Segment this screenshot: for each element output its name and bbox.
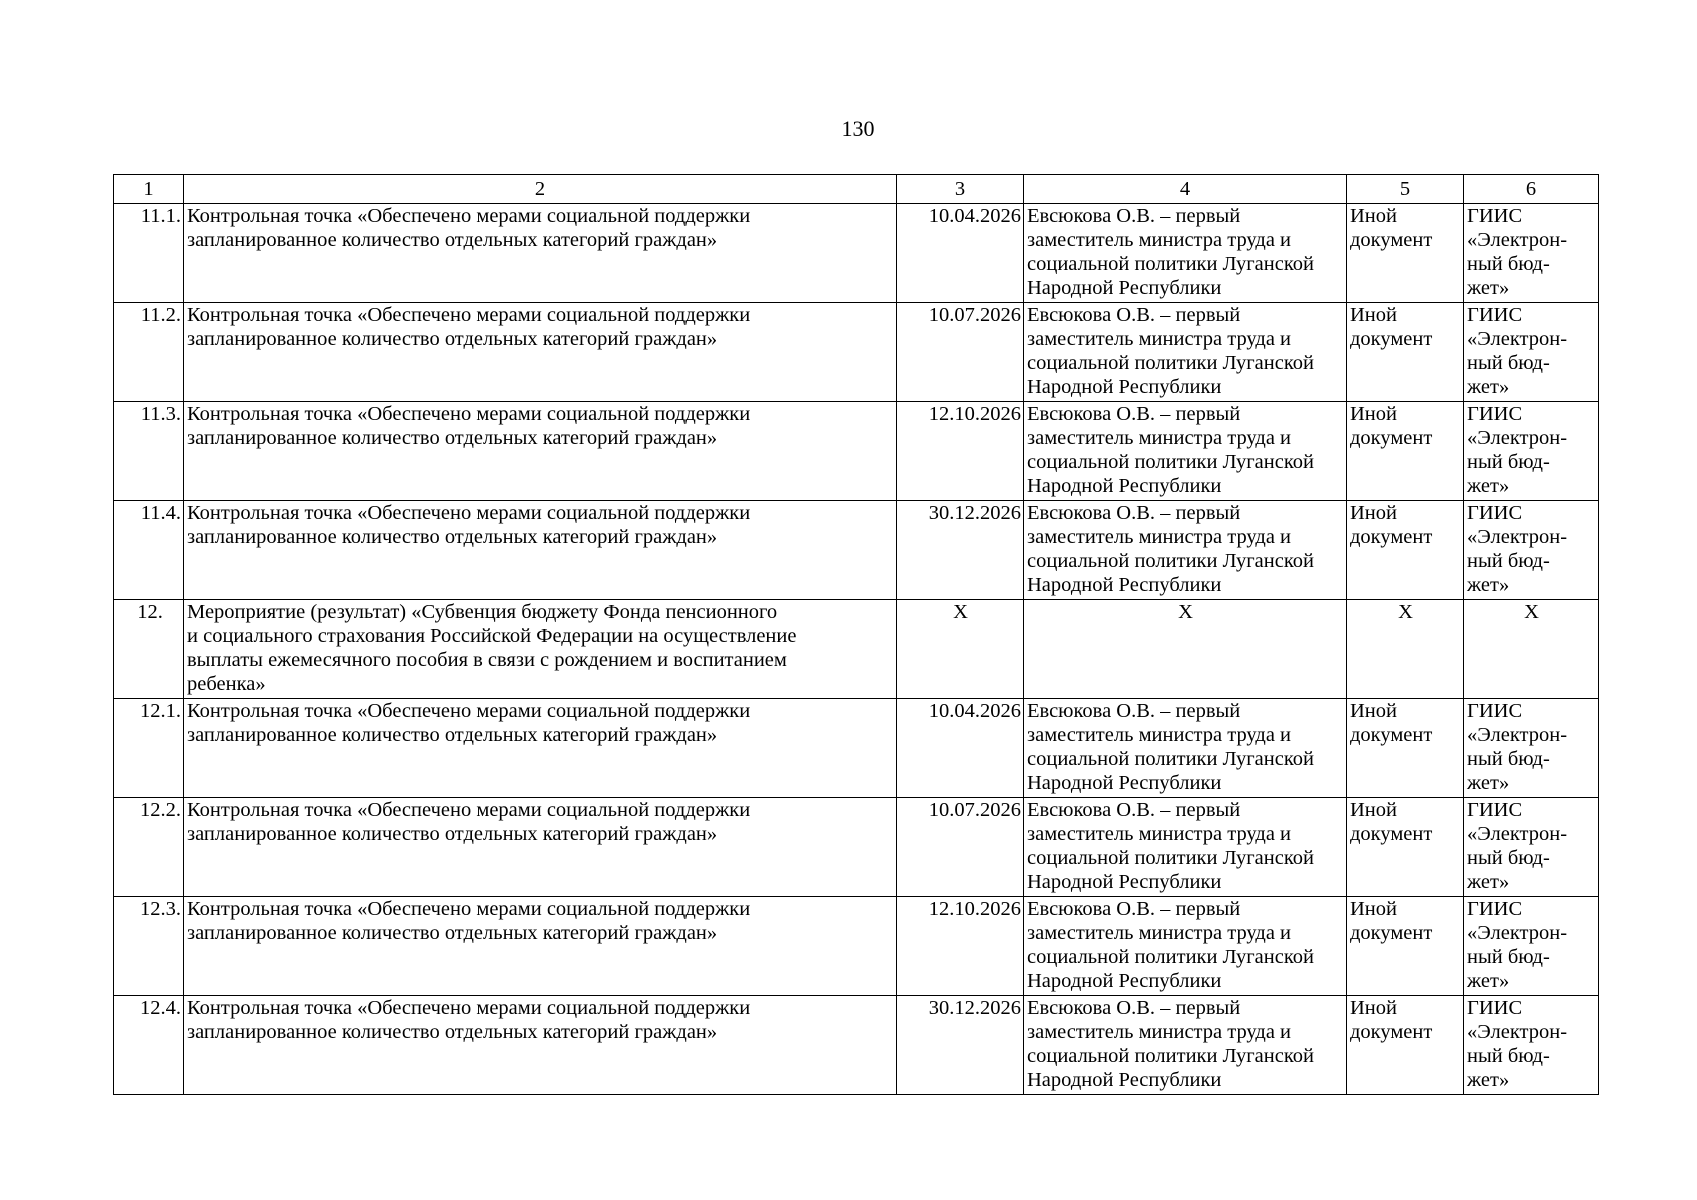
control-points-table <box>113 174 1599 1095</box>
responsible-cell-line: Евсюкова О.В. – первый <box>1027 997 1241 1019</box>
table-row <box>114 897 1599 996</box>
information-system-cell <box>1464 501 1599 600</box>
information-system-cell-line: жет» <box>1467 970 1510 992</box>
information-system-cell <box>1464 402 1599 501</box>
table-body <box>114 204 1599 1095</box>
description-cell-line: ребенка» <box>187 673 266 695</box>
document-type-cell-line: Иной <box>1350 205 1397 227</box>
information-system-cell <box>1464 897 1599 996</box>
information-system-cell-line: ГИИС <box>1467 799 1523 821</box>
information-system-cell-line: ГИИС <box>1467 205 1523 227</box>
table-row <box>114 699 1599 798</box>
responsible-cell-line: заместитель министра труда и <box>1027 427 1292 449</box>
description-cell <box>184 798 897 897</box>
description-cell-line: Контрольная точка «Обеспечено мерами социальной поддержки <box>187 502 751 524</box>
row-number-cell: 11.2. <box>114 303 184 402</box>
information-system-cell-line: ГИИС <box>1467 700 1523 722</box>
responsible-cell-line: Евсюкова О.В. – первый <box>1027 304 1241 326</box>
responsible-cell-line: социальной политики Луганской <box>1027 1045 1314 1067</box>
description-cell-line: Контрольная точка «Обеспечено мерами социальной поддержки <box>187 205 751 227</box>
date-cell: 12.10.2026 <box>897 402 1024 501</box>
document-type-cell <box>1347 996 1464 1095</box>
row-number-cell: 12.4. <box>114 996 184 1095</box>
row-number-cell: 11.3. <box>114 402 184 501</box>
description-cell-line: запланированное количество отдельных категорий граждан» <box>187 229 718 251</box>
document-type-cell-line: Иной <box>1350 997 1397 1019</box>
responsible-cell-line: социальной политики Луганской <box>1027 352 1314 374</box>
document-type-cell <box>1347 402 1464 501</box>
table-header-row <box>114 175 1599 204</box>
description-cell <box>184 600 897 699</box>
information-system-cell-line: ГИИС <box>1467 304 1523 326</box>
table-row <box>114 204 1599 303</box>
responsible-cell-line: заместитель министра труда и <box>1027 526 1292 548</box>
responsible-cell-line: Народной Республики <box>1027 970 1222 992</box>
information-system-cell-line: «Электрон- <box>1467 526 1568 548</box>
table-row <box>114 996 1599 1095</box>
responsible-cell-line: социальной политики Луганской <box>1027 748 1314 770</box>
information-system-cell-line: ный бюд- <box>1467 946 1550 968</box>
information-system-cell-line: ный бюд- <box>1467 253 1550 275</box>
information-system-cell-line: жет» <box>1467 277 1510 299</box>
responsible-cell-line: Евсюкова О.В. – первый <box>1027 502 1241 524</box>
document-type-cell-line: документ <box>1350 724 1433 746</box>
document-type-cell-line: Иной <box>1350 403 1397 425</box>
responsible-cell-line: Евсюкова О.В. – первый <box>1027 898 1241 920</box>
responsible-cell-line: социальной политики Луганской <box>1027 451 1314 473</box>
information-system-cell-line: ный бюд- <box>1467 847 1550 869</box>
document-type-cell-line: документ <box>1350 427 1433 449</box>
information-system-cell <box>1464 204 1599 303</box>
responsible-cell-line: Народной Республики <box>1027 871 1222 893</box>
information-system-cell-line: «Электрон- <box>1467 1021 1568 1043</box>
column-header: 5 <box>1347 175 1464 204</box>
date-cell: 10.04.2026 <box>897 699 1024 798</box>
date-cell: 10.04.2026 <box>897 204 1024 303</box>
column-header: 1 <box>114 175 184 204</box>
row-number-cell: 12.2. <box>114 798 184 897</box>
responsible-cell <box>1024 600 1347 699</box>
column-header: 6 <box>1464 175 1599 204</box>
column-header: 2 <box>184 175 897 204</box>
responsible-cell-line: социальной политики Луганской <box>1027 847 1314 869</box>
responsible-cell <box>1024 699 1347 798</box>
document-type-cell-line: документ <box>1350 1021 1433 1043</box>
description-cell-line: выплаты ежемесячного пособия в связи с рождением и воспитанием <box>187 649 787 671</box>
description-cell-line: Контрольная точка «Обеспечено мерами социальной поддержки <box>187 997 751 1019</box>
date-cell: 30.12.2026 <box>897 996 1024 1095</box>
document-type-cell-line: документ <box>1350 823 1433 845</box>
description-cell-line: Контрольная точка «Обеспечено мерами социальной поддержки <box>187 403 751 425</box>
table-row <box>114 798 1599 897</box>
responsible-cell-line: заместитель министра труда и <box>1027 1021 1292 1043</box>
responsible-cell <box>1024 897 1347 996</box>
information-system-cell-line: ный бюд- <box>1467 550 1550 572</box>
responsible-cell-line: заместитель министра труда и <box>1027 922 1292 944</box>
row-number-cell: 12.1. <box>114 699 184 798</box>
description-cell-line: Контрольная точка «Обеспечено мерами социальной поддержки <box>187 304 751 326</box>
information-system-cell-line: «Электрон- <box>1467 427 1568 449</box>
responsible-cell <box>1024 501 1347 600</box>
description-cell-line: запланированное количество отдельных категорий граждан» <box>187 427 718 449</box>
table-row <box>114 600 1599 699</box>
document-type-cell-line: документ <box>1350 922 1433 944</box>
row-number-cell: 12.3. <box>114 897 184 996</box>
description-cell-line: запланированное количество отдельных категорий граждан» <box>187 724 718 746</box>
description-cell-line: запланированное количество отдельных категорий граждан» <box>187 328 718 350</box>
responsible-cell-line: социальной политики Луганской <box>1027 550 1314 572</box>
information-system-cell-line: жет» <box>1467 772 1510 794</box>
responsible-cell-line: Народной Республики <box>1027 277 1222 299</box>
responsible-cell-line: социальной политики Луганской <box>1027 253 1314 275</box>
document-type-cell-line: документ <box>1350 328 1433 350</box>
information-system-cell-line: ный бюд- <box>1467 451 1550 473</box>
description-cell <box>184 402 897 501</box>
responsible-cell-line: Народной Республики <box>1027 475 1222 497</box>
information-system-cell <box>1464 699 1599 798</box>
row-number-cell: 12. <box>114 600 184 699</box>
column-header: 3 <box>897 175 1024 204</box>
description-cell-line: запланированное количество отдельных категорий граждан» <box>187 1021 718 1043</box>
description-cell <box>184 996 897 1095</box>
document-type-cell <box>1347 600 1464 699</box>
responsible-cell <box>1024 402 1347 501</box>
responsible-cell <box>1024 798 1347 897</box>
column-header: 4 <box>1024 175 1347 204</box>
information-system-cell-line: «Электрон- <box>1467 724 1568 746</box>
information-system-cell <box>1464 996 1599 1095</box>
responsible-cell <box>1024 204 1347 303</box>
document-type-cell-line: X <box>1398 601 1413 623</box>
responsible-cell <box>1024 303 1347 402</box>
date-cell: X <box>897 600 1024 699</box>
document-type-cell <box>1347 798 1464 897</box>
date-cell: 30.12.2026 <box>897 501 1024 600</box>
information-system-cell <box>1464 798 1599 897</box>
information-system-cell-line: «Электрон- <box>1467 922 1568 944</box>
description-cell-line: Контрольная точка «Обеспечено мерами социальной поддержки <box>187 898 751 920</box>
date-cell: 12.10.2026 <box>897 897 1024 996</box>
document-type-cell-line: Иной <box>1350 700 1397 722</box>
responsible-cell <box>1024 996 1347 1095</box>
document-type-cell <box>1347 303 1464 402</box>
information-system-cell-line: «Электрон- <box>1467 823 1568 845</box>
responsible-cell-line: заместитель министра труда и <box>1027 328 1292 350</box>
table-row <box>114 501 1599 600</box>
information-system-cell-line: ный бюд- <box>1467 352 1550 374</box>
responsible-cell-line: Народной Республики <box>1027 1069 1222 1091</box>
description-cell-line: запланированное количество отдельных категорий граждан» <box>187 526 718 548</box>
information-system-cell-line: ГИИС <box>1467 502 1523 524</box>
description-cell-line: Контрольная точка «Обеспечено мерами социальной поддержки <box>187 700 751 722</box>
document-type-cell-line: Иной <box>1350 799 1397 821</box>
description-cell <box>184 501 897 600</box>
description-cell <box>184 303 897 402</box>
document-type-cell <box>1347 897 1464 996</box>
information-system-cell-line: «Электрон- <box>1467 229 1568 251</box>
page-number: 130 <box>841 116 875 141</box>
description-cell-line: запланированное количество отдельных категорий граждан» <box>187 922 718 944</box>
information-system-cell-line: ный бюд- <box>1467 748 1550 770</box>
row-number-cell: 11.4. <box>114 501 184 600</box>
responsible-cell-line: Евсюкова О.В. – первый <box>1027 700 1241 722</box>
document-type-cell-line: Иной <box>1350 898 1397 920</box>
information-system-cell-line: жет» <box>1467 376 1510 398</box>
document-type-cell-line: документ <box>1350 526 1433 548</box>
responsible-cell-line: заместитель министра труда и <box>1027 823 1292 845</box>
information-system-cell-line: жет» <box>1467 475 1510 497</box>
date-cell: 10.07.2026 <box>897 798 1024 897</box>
responsible-cell-line: социальной политики Луганской <box>1027 946 1314 968</box>
information-system-cell-line: жет» <box>1467 574 1510 596</box>
information-system-cell-line: «Электрон- <box>1467 328 1568 350</box>
information-system-cell-line: X <box>1524 601 1539 623</box>
description-cell-line: запланированное количество отдельных категорий граждан» <box>187 823 718 845</box>
description-cell <box>184 204 897 303</box>
information-system-cell <box>1464 600 1599 699</box>
document-type-cell-line: Иной <box>1350 502 1397 524</box>
information-system-cell-line: жет» <box>1467 1069 1510 1091</box>
table-row <box>114 402 1599 501</box>
information-system-cell-line: ГИИС <box>1467 898 1523 920</box>
information-system-cell-line: ГИИС <box>1467 403 1523 425</box>
responsible-cell-line: Евсюкова О.В. – первый <box>1027 205 1241 227</box>
responsible-cell-line: Евсюкова О.В. – первый <box>1027 799 1241 821</box>
information-system-cell <box>1464 303 1599 402</box>
information-system-cell-line: жет» <box>1467 871 1510 893</box>
responsible-cell-line: заместитель министра труда и <box>1027 229 1292 251</box>
document-type-cell-line: Иной <box>1350 304 1397 326</box>
information-system-cell-line: ный бюд- <box>1467 1045 1550 1067</box>
document-type-cell <box>1347 501 1464 600</box>
description-cell <box>184 699 897 798</box>
information-system-cell-line: ГИИС <box>1467 997 1523 1019</box>
responsible-cell-line: X <box>1178 601 1193 623</box>
document-type-cell <box>1347 699 1464 798</box>
date-cell: 10.07.2026 <box>897 303 1024 402</box>
document-type-cell <box>1347 204 1464 303</box>
description-cell-line: Контрольная точка «Обеспечено мерами социальной поддержки <box>187 799 751 821</box>
responsible-cell-line: Народной Республики <box>1027 376 1222 398</box>
row-number-cell: 11.1. <box>114 204 184 303</box>
document-type-cell-line: документ <box>1350 229 1433 251</box>
description-cell <box>184 897 897 996</box>
responsible-cell-line: Евсюкова О.В. – первый <box>1027 403 1241 425</box>
table-row <box>114 303 1599 402</box>
description-cell-line: Мероприятие (результат) «Субвенция бюджету Фонда пенсионного <box>187 601 778 623</box>
responsible-cell-line: Народной Республики <box>1027 574 1222 596</box>
responsible-cell-line: заместитель министра труда и <box>1027 724 1292 746</box>
description-cell-line: и социального страхования Российской Федерации на осуществление <box>187 625 797 647</box>
responsible-cell-line: Народной Республики <box>1027 772 1222 794</box>
